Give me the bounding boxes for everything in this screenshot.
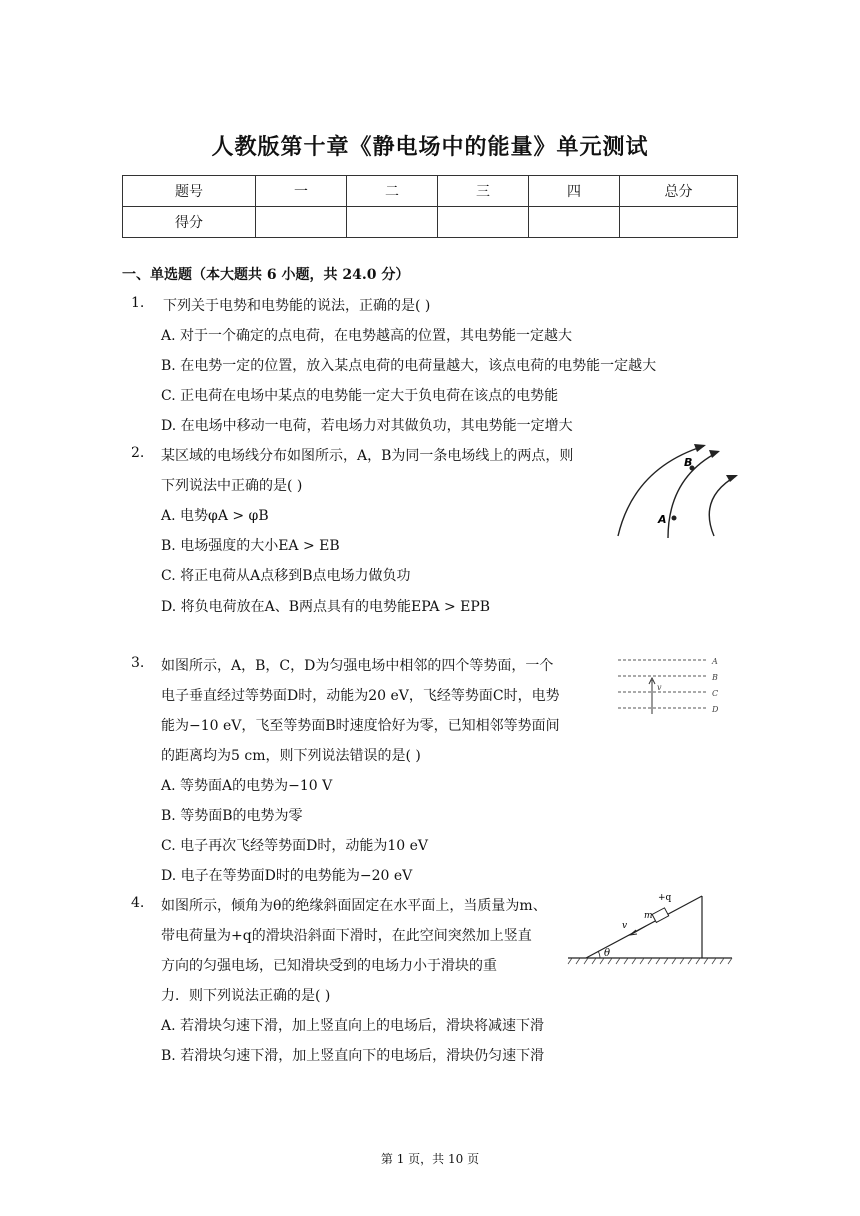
inclined-plane-figure bbox=[566, 886, 734, 970]
question-stem: 某区域的电场线分布如图所示，A，B为同一条电场线上的两点，则 bbox=[161, 448, 574, 464]
question-stem: 的距离均为5 cm，则下列说法错误的是( ) bbox=[161, 748, 421, 764]
equipotential-surfaces-figure bbox=[612, 652, 732, 724]
table-cell bbox=[529, 207, 620, 238]
option-b: B. 若滑块匀速下滑，加上竖直向下的电场后，滑块仍匀速下滑 bbox=[161, 1048, 545, 1064]
table-cell bbox=[347, 207, 438, 238]
option-c: C. 正电荷在电场中某点的电势能一定大于负电荷在该点的电势能 bbox=[161, 388, 559, 404]
table-cell bbox=[620, 207, 738, 238]
charge-label: +q bbox=[658, 893, 672, 903]
surface-c-label: C bbox=[712, 689, 719, 698]
question-stem: 下列关于电势和电势能的说法，正确的是( ) bbox=[163, 298, 431, 314]
table-cell: 得分 bbox=[123, 207, 256, 238]
question-stem: 电子垂直经过等势面D时，动能为20 eV，飞经等势面C时，电势 bbox=[161, 688, 560, 704]
option-c: C. 将正电荷从A点移到B点电场力做负功 bbox=[161, 568, 411, 584]
question-stem: 能为−10 eV，飞至等势面B时速度恰好为零，已知相邻等势面间 bbox=[161, 718, 560, 734]
option-b: B. 电场强度的大小EA > EB bbox=[161, 538, 340, 554]
question-stem: 如图所示，倾角为θ的绝缘斜面固定在水平面上，当质量为m、 bbox=[161, 898, 547, 914]
option-b: B. 等势面B的电势为零 bbox=[161, 808, 303, 824]
table-cell bbox=[438, 207, 529, 238]
score-table-score-row bbox=[123, 207, 738, 238]
surface-b-label: B bbox=[712, 673, 718, 682]
point-a-label: A bbox=[658, 513, 667, 526]
question-number: 3. bbox=[131, 655, 145, 671]
question-number: 4. bbox=[131, 895, 145, 911]
option-a: A. 若滑块匀速下滑，加上竖直向上的电场后，滑块将减速下滑 bbox=[161, 1018, 545, 1034]
question-number: 1. bbox=[131, 295, 145, 311]
table-cell: 题号 bbox=[123, 176, 256, 207]
surface-d-label: D bbox=[712, 705, 719, 714]
section-heading: 一、单选题（本大题共 6 小题，共 24.0 分） bbox=[122, 267, 410, 283]
surface-a-label: A bbox=[712, 657, 718, 666]
question-stem: 下列说法中正确的是( ) bbox=[161, 478, 303, 494]
point-b-label: B bbox=[684, 456, 693, 469]
table-cell: 总分 bbox=[620, 176, 738, 207]
question-stem: 力．则下列说法正确的是( ) bbox=[161, 988, 331, 1004]
angle-label: θ bbox=[604, 948, 611, 959]
option-a: A. 电势φA > φB bbox=[161, 508, 269, 524]
option-d: D. 电子在等势面D时的电势能为−20 eV bbox=[161, 868, 413, 884]
option-d: D. 将负电荷放在A、B两点具有的电势能EPA > EPB bbox=[161, 599, 491, 615]
question-stem: 带电荷量为+q的滑块沿斜面下滑时，在此空间突然加上竖直 bbox=[161, 928, 532, 944]
table-cell: 一 bbox=[256, 176, 347, 207]
table-cell: 二 bbox=[347, 176, 438, 207]
page-title: 人教版第十章《静电场中的能量》单元测试 bbox=[211, 134, 649, 160]
option-b: B. 在电势一定的位置，放入某点电荷的电荷量越大，该点电荷的电势能一定越大 bbox=[161, 358, 657, 374]
option-c: C. 电子再次飞经等势面D时，动能为10 eV bbox=[161, 838, 428, 854]
table-cell: 四 bbox=[529, 176, 620, 207]
option-a: A. 对于一个确定的点电荷，在电势越高的位置，其电势能一定越大 bbox=[161, 328, 573, 344]
score-table-header-row bbox=[123, 176, 738, 207]
option-a: A. 等势面A的电势为−10 V bbox=[161, 778, 333, 794]
velocity-label: v bbox=[657, 683, 662, 692]
table-cell: 三 bbox=[438, 176, 529, 207]
question-stem: 如图所示，A，B，C，D为匀强电场中相邻的四个等势面，一个 bbox=[161, 658, 554, 674]
velocity-label: v bbox=[622, 921, 628, 931]
score-table bbox=[122, 175, 738, 238]
question-stem: 方向的匀强电场，已知滑块受到的电场力小于滑块的重 bbox=[161, 958, 497, 974]
electric-field-lines-figure bbox=[612, 438, 740, 542]
question-number: 2. bbox=[131, 445, 145, 461]
mass-label: m bbox=[644, 911, 653, 921]
table-cell bbox=[256, 207, 347, 238]
option-d: D. 在电场中移动一电荷，若电场力对其做负功，其电势能一定增大 bbox=[161, 418, 573, 434]
page-footer: 第 1 页，共 10 页 bbox=[380, 1152, 480, 1166]
